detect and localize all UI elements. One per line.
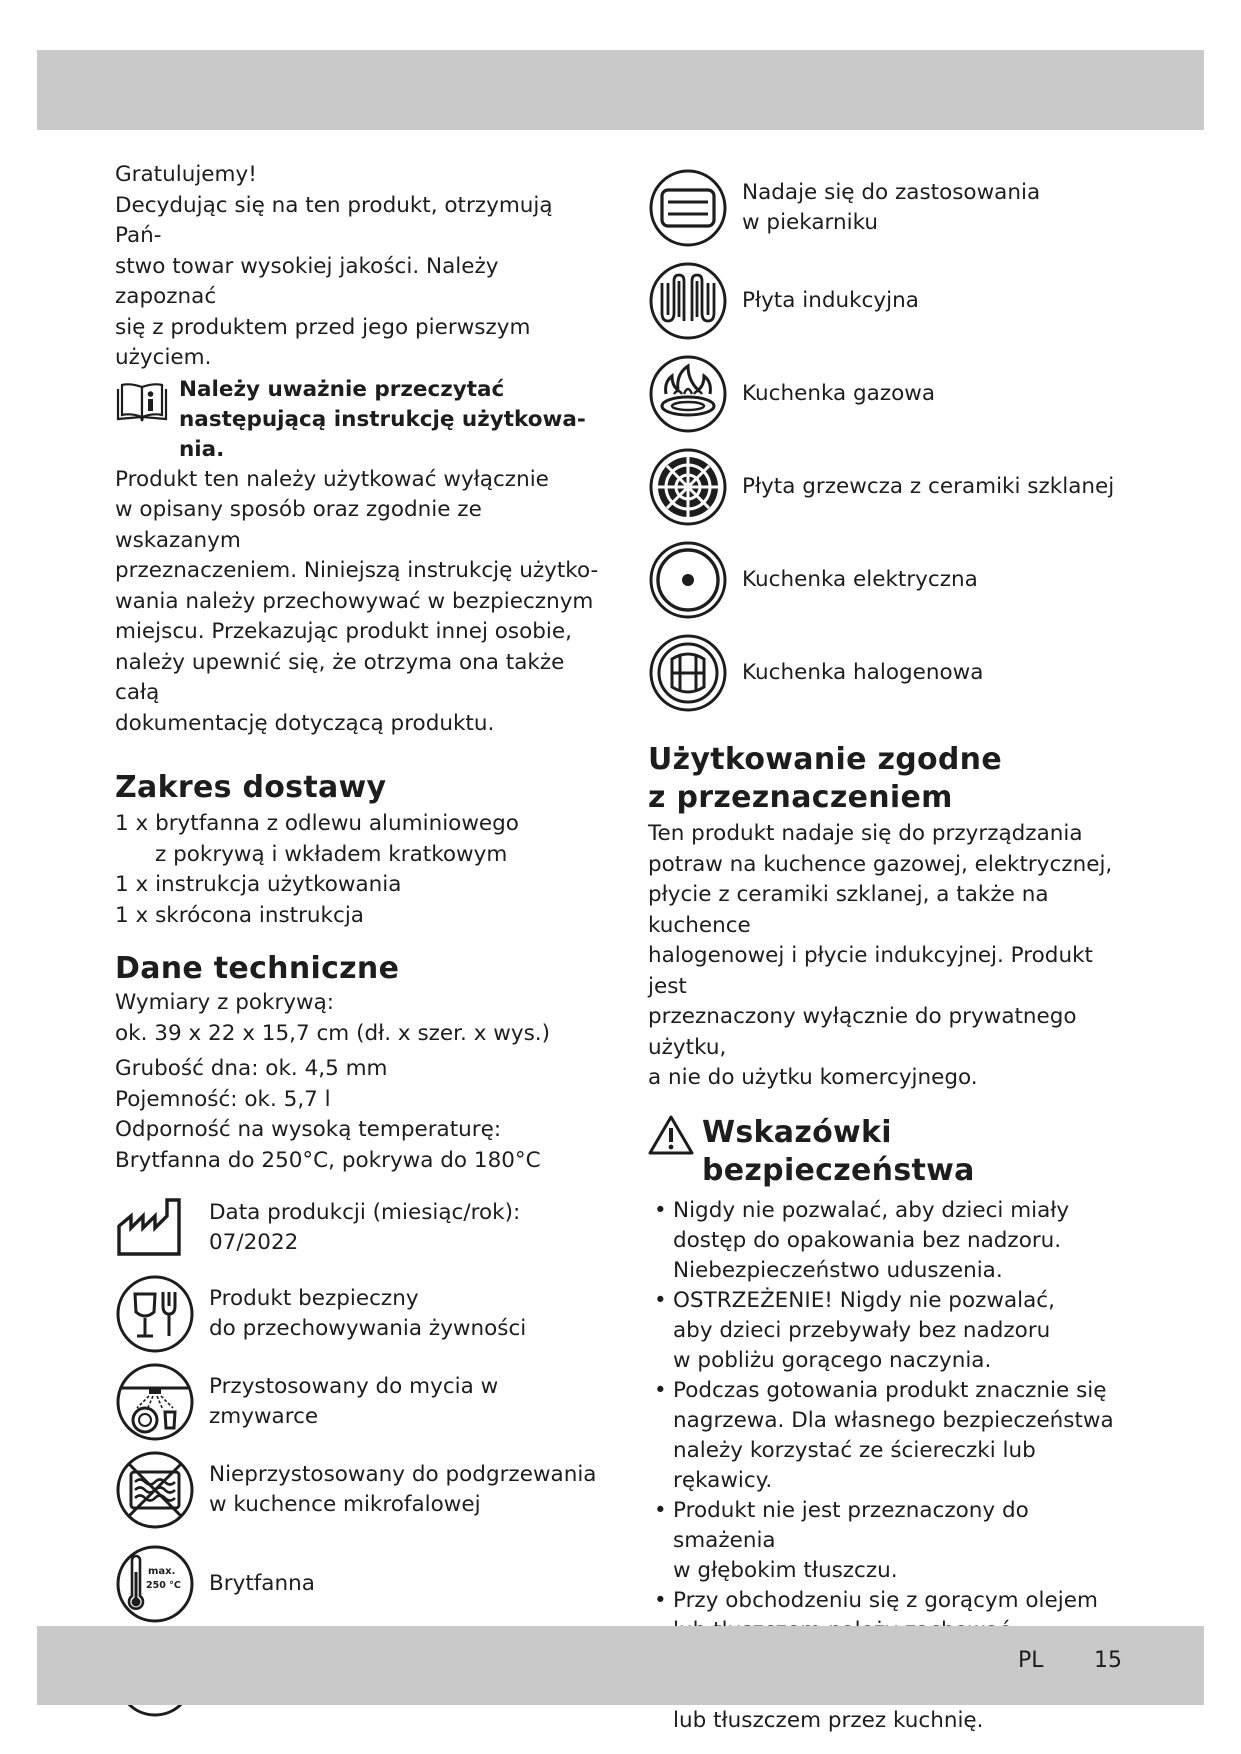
halogen-stove-icon — [648, 633, 728, 713]
intro-line: Decydując się na ten produkt, otrzymują Pań- — [115, 192, 553, 248]
induction-icon — [648, 261, 728, 341]
symbol-label: Kuchenka elektryczna — [742, 566, 978, 592]
safety-title: Wskazówki — [702, 1114, 892, 1150]
symbol-row — [115, 1274, 605, 1354]
safety-item — [648, 1376, 1128, 1496]
delivery-item: z pokrywą i wkładem kratkowym — [155, 841, 508, 867]
dimensions-value: ok. 39 x 22 x 15,7 cm (dł. x szer. x wys.) — [115, 1020, 550, 1046]
symbol-row — [648, 354, 1128, 434]
delivery-item: 1 x brytfanna z odlewu aluminiowego — [115, 811, 519, 836]
symbol-label: Kuchenka gazowa — [742, 380, 936, 406]
note-line: następującą instrukcję użytkowa- — [179, 406, 586, 432]
footer-lang: PL — [1018, 1648, 1044, 1673]
safety-line: OSTRZEŻENIE! Nigdy nie pozwalać, — [673, 1287, 1055, 1313]
oven-icon — [648, 168, 728, 248]
food-safe-icon — [115, 1274, 195, 1354]
symbol-row — [648, 447, 1128, 527]
usage-line: należy upewnić się, że otrzyma ona także całą — [115, 649, 565, 705]
symbol-row — [648, 168, 1128, 248]
page-number: 15 — [1094, 1648, 1122, 1673]
intended-use-title: Użytkowanie zgodne — [648, 742, 1002, 777]
delivery-item: 1 x skrócona instrukcja — [115, 902, 364, 928]
symbol-label: Płyta indukcyjna — [742, 287, 919, 313]
usage-line: Produkt ten należy użytkować wyłącznie — [115, 466, 549, 492]
intended-use-line: a nie do użytku komercyjnego. — [648, 1065, 978, 1090]
usage-line: wania należy przechowywać w bezpiecznym — [115, 588, 594, 614]
max-label: max. — [148, 1566, 176, 1577]
gas-stove-icon — [648, 354, 728, 434]
symbol-label: 07/2022 — [209, 1230, 299, 1255]
safety-line: w głębokim tłuszczu. — [673, 1557, 898, 1583]
symbol-label: Brytfanna — [209, 1570, 315, 1596]
safety-item — [648, 1496, 1128, 1586]
safety-line: Przy obchodzeniu się z gorącym olejem — [673, 1587, 1098, 1613]
delivery-item: 1 x instrukcja użytkowania — [115, 872, 402, 897]
dimensions-label: Wymiary z pokrywą: — [115, 990, 335, 1015]
usage-line: w opisany sposób oraz zgodnie ze wskazanym — [115, 497, 482, 553]
safety-line: Nigdy nie pozwalać, aby dzieci miały — [673, 1197, 1070, 1223]
header-bar — [37, 50, 1204, 130]
symbol-label: Nieprzystosowany do podgrzewania — [209, 1461, 597, 1487]
safety-line: w pobliżu gorącego naczynia. — [673, 1347, 992, 1373]
dishwasher-icon — [115, 1362, 195, 1442]
ceramic-hob-icon — [648, 447, 728, 527]
symbol-label: Płyta grzewcza z ceramiki szklanej — [742, 473, 1115, 499]
intro-line: stwo towar wysokiej jakości. Należy zapoznać — [115, 253, 499, 309]
symbol-row — [115, 1544, 605, 1624]
symbol-row — [115, 1362, 605, 1442]
intro-line: się z produktem przed jego pierwszym użyciem. — [115, 314, 531, 370]
capacity: Pojemność: ok. 5,7 l — [115, 1086, 331, 1112]
safety-line: dostęp do opakowania bez nadzoru. — [673, 1227, 1062, 1253]
safety-line: aby dzieci przebywały bez nadzoru — [673, 1317, 1051, 1343]
symbol-label: do przechowywania żywności — [209, 1316, 527, 1341]
manual-info-icon — [115, 381, 169, 423]
safety-heading — [648, 1114, 1128, 1190]
safety-line: lub tłuszczem przez kuchnię. — [673, 1707, 984, 1733]
symbol-row — [115, 1450, 605, 1530]
safety-item — [648, 1286, 1128, 1376]
heat-label: Odporność na wysoką temperaturę: — [115, 1117, 502, 1142]
symbol-label: Data produkcji (miesiąc/rok): — [209, 1199, 521, 1225]
intended-use-line: Ten produkt nadaje się do przyrządzania — [648, 821, 1083, 846]
no-microwave-icon — [115, 1450, 195, 1530]
usage-line: miejscu. Przekazując produkt innej osobie, — [115, 619, 572, 644]
note-line: nia. — [179, 436, 225, 462]
max-temp: 250 °C — [146, 1580, 181, 1591]
delivery-title: Zakres dostawy — [115, 770, 387, 805]
symbol-label: Kuchenka halogenowa — [742, 659, 984, 685]
safety-line: należy korzystać ze ściereczki lub rękawicy. — [673, 1437, 1036, 1493]
symbol-row — [648, 540, 1128, 620]
greeting: Gratulujemy! — [115, 162, 257, 187]
intended-use-line: płycie z ceramiki szklanej, a także na kuchence — [648, 882, 1049, 938]
usage-line: przeznaczeniem. Niniejszą instrukcję użytko- — [115, 558, 599, 583]
intended-use-line: halogenowej i płycie indukcyjnej. Produkt jest — [648, 943, 1093, 999]
factory-date-icon — [115, 1192, 195, 1264]
right-column — [648, 168, 1128, 1736]
safety-item — [648, 1196, 1128, 1286]
symbol-label: w piekarniku — [742, 210, 878, 235]
symbol-label: Produkt bezpieczny — [209, 1285, 419, 1311]
safety-line: Produkt nie jest przeznaczony do smażenia — [673, 1497, 1029, 1553]
symbol-label: Nadaje się do zastosowania — [742, 179, 1041, 205]
warning-triangle-icon — [648, 1114, 694, 1156]
intended-use-title: z przeznaczeniem — [648, 780, 953, 815]
intended-use-line: przeznaczony wyłącznie do prywatnego użytku, — [648, 1004, 1077, 1060]
symbol-row — [115, 1192, 605, 1264]
symbol-row — [648, 261, 1128, 341]
left-column — [115, 160, 605, 1718]
intended-use-line: potraw na kuchence gazowej, elektrycznej, — [648, 851, 1113, 877]
read-instructions-note — [115, 375, 605, 465]
symbol-label: Przystosowany do mycia w zmywarce — [209, 1373, 499, 1429]
safety-line: nagrzewa. Dla własnego bezpieczeństwa — [673, 1407, 1114, 1433]
bottom-thickness: Grubość dna: ok. 4,5 mm — [115, 1056, 388, 1081]
usage-line: dokumentację dotyczącą produktu. — [115, 710, 495, 736]
heat-value: Brytfanna do 250°C, pokrywa do 180°C — [115, 1147, 541, 1173]
max-250-thermometer-icon — [115, 1544, 195, 1624]
symbol-label: w kuchence mikrofalowej — [209, 1492, 481, 1517]
safety-line: Podczas gotowania produkt znacznie się — [673, 1377, 1107, 1403]
safety-line: Niebezpieczeństwo uduszenia. — [673, 1257, 1003, 1283]
symbol-row — [648, 633, 1128, 713]
electric-stove-icon — [648, 540, 728, 620]
note-line: Należy uważnie przeczytać — [179, 376, 505, 402]
safety-title: bezpieczeństwa — [702, 1152, 975, 1188]
technical-title: Dane techniczne — [115, 951, 400, 986]
